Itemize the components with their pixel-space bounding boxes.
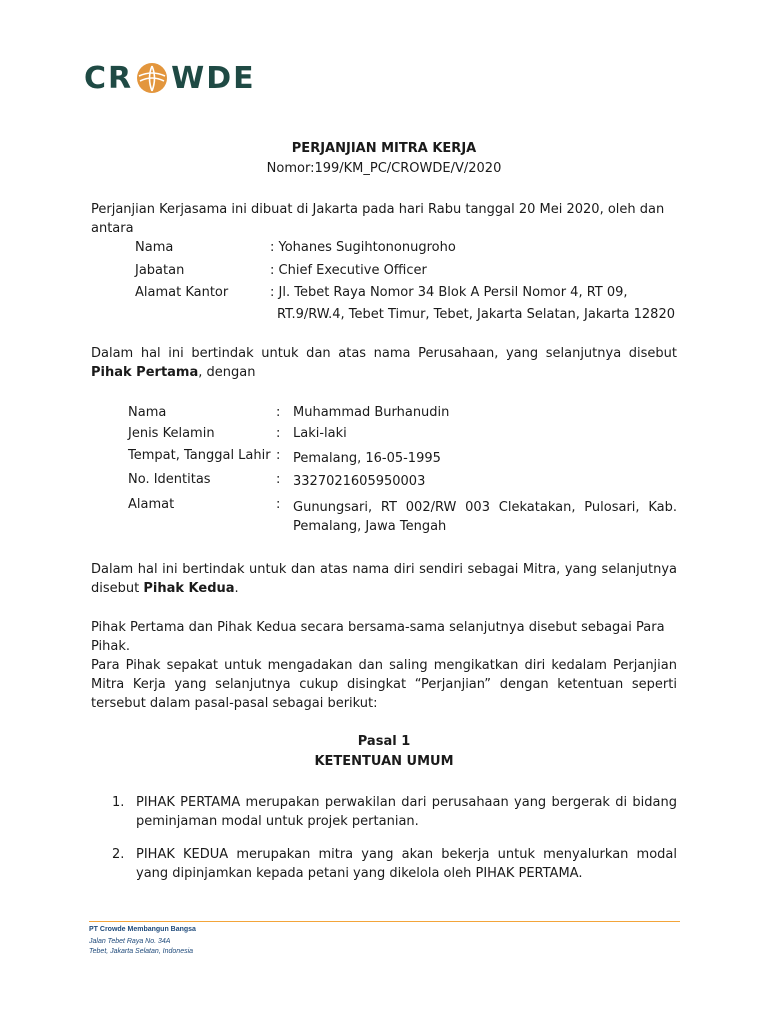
party2-colon-id: : [276, 472, 281, 487]
document-number: Nomor:199/KM_PC/CROWDE/V/2020 [266, 161, 502, 176]
party1-value-name: : Yohanes Sugihtononugroho [270, 240, 456, 255]
party2-label-name: Nama [128, 405, 167, 420]
party1-label-address: Alamat Kantor [135, 285, 229, 300]
list-item: PIHAK PERTAMA merupakan perwakilan dari perusahaan yang bergerak di bidang peminjaman modal untuk projek pertanian. [136, 795, 677, 829]
party1-value-position: : Chief Executive Officer [270, 263, 427, 278]
party1-role-paragraph [91, 344, 677, 382]
document-title: PERJANJIAN MITRA KERJA [291, 141, 477, 156]
agreement-paragraph: Para Pihak sepakat untuk mengadakan dan saling mengikatkan diri kedalam Perjanjian Mitra Kerja yang selanjutnya cukup disingkat “Perjanjian” dengan ketentuan seperti tersebut dalam pasal-pasal sebagai berikut: [91, 658, 677, 711]
article-title: KETENTUAN UMUM [314, 754, 454, 769]
party1-value-address-line2: RT.9/RW.4, Tebet Timur, Tebet, Jakarta Selatan, Jakarta 12820 [277, 307, 675, 322]
party2-value-id: 3327021605950003 [293, 474, 426, 489]
footer-company: PT Crowde Membangun Bangsa [89, 926, 196, 933]
party2-value-name: Muhammad Burhanudin [293, 405, 450, 420]
logo-text-right: WDE [171, 60, 256, 96]
para1-tail: , dengan [198, 365, 256, 380]
party1-label-position: Jabatan [135, 263, 185, 278]
para2-tail: . [234, 581, 239, 596]
para2-bold: Pihak Kedua [143, 581, 235, 596]
party2-label-birth: Tempat, Tanggal Lahir [128, 448, 271, 463]
parties-paragraph: Pihak Pertama dan Pihak Kedua secara bersama-sama selanjutnya disebut sebagai Para Pihak. [91, 620, 665, 654]
party2-colon-name: : [276, 405, 281, 420]
list-number-2: 2. [112, 847, 125, 862]
footer-divider [89, 921, 680, 922]
crowde-globe-icon [135, 61, 169, 95]
party2-label-id: No. Identitas [128, 472, 211, 487]
party2-label-address: Alamat [128, 497, 175, 512]
crowde-logo [84, 58, 256, 98]
party2-label-gender: Jenis Kelamin [128, 426, 215, 441]
logo-text-left: CR [84, 60, 134, 96]
footer-address-line1: Jalan Tebet Raya No. 34A [89, 938, 171, 945]
party2-value-gender: Laki-laki [293, 426, 347, 441]
party2-colon-gender: : [276, 426, 281, 441]
party1-value-address: : Jl. Tebet Raya Nomor 34 Blok A Persil Nomor 4, RT 09, [270, 285, 628, 300]
party2-role-paragraph [91, 560, 677, 598]
party2-value-birth: Pemalang, 16-05-1995 [293, 451, 441, 466]
party2-value-address: Gunungsari, RT 002/RW 003 Clekatakan, Pulosari, Kab. Pemalang, Jawa Tengah [293, 500, 677, 534]
party2-colon-address: : [276, 497, 281, 512]
party2-colon-birth: : [276, 448, 281, 463]
para1-text: Dalam hal ini bertindak untuk dan atas nama Perusahaan, yang selanjutnya disebut [91, 346, 677, 361]
footer-address-line2: Tebet, Jakarta Selatan, Indonesia [89, 948, 194, 955]
intro-paragraph: Perjanjian Kerjasama ini dibuat di Jakarta pada hari Rabu tanggal 20 Mei 2020, oleh dan antara [91, 202, 665, 236]
article-number: Pasal 1 [357, 734, 411, 749]
list-item: PIHAK KEDUA merupakan mitra yang akan bekerja untuk menyalurkan modal yang dipinjamkan kepada petani yang dikelola oleh PIHAK PERTAMA. [136, 847, 677, 881]
para2-text: Dalam hal ini bertindak untuk dan atas nama diri sendiri sebagai Mitra, yang selanjutnya disebut [91, 562, 677, 596]
list-number-1: 1. [112, 795, 125, 810]
party1-label-name: Nama [135, 240, 174, 255]
para1-bold: Pihak Pertama [91, 365, 199, 380]
